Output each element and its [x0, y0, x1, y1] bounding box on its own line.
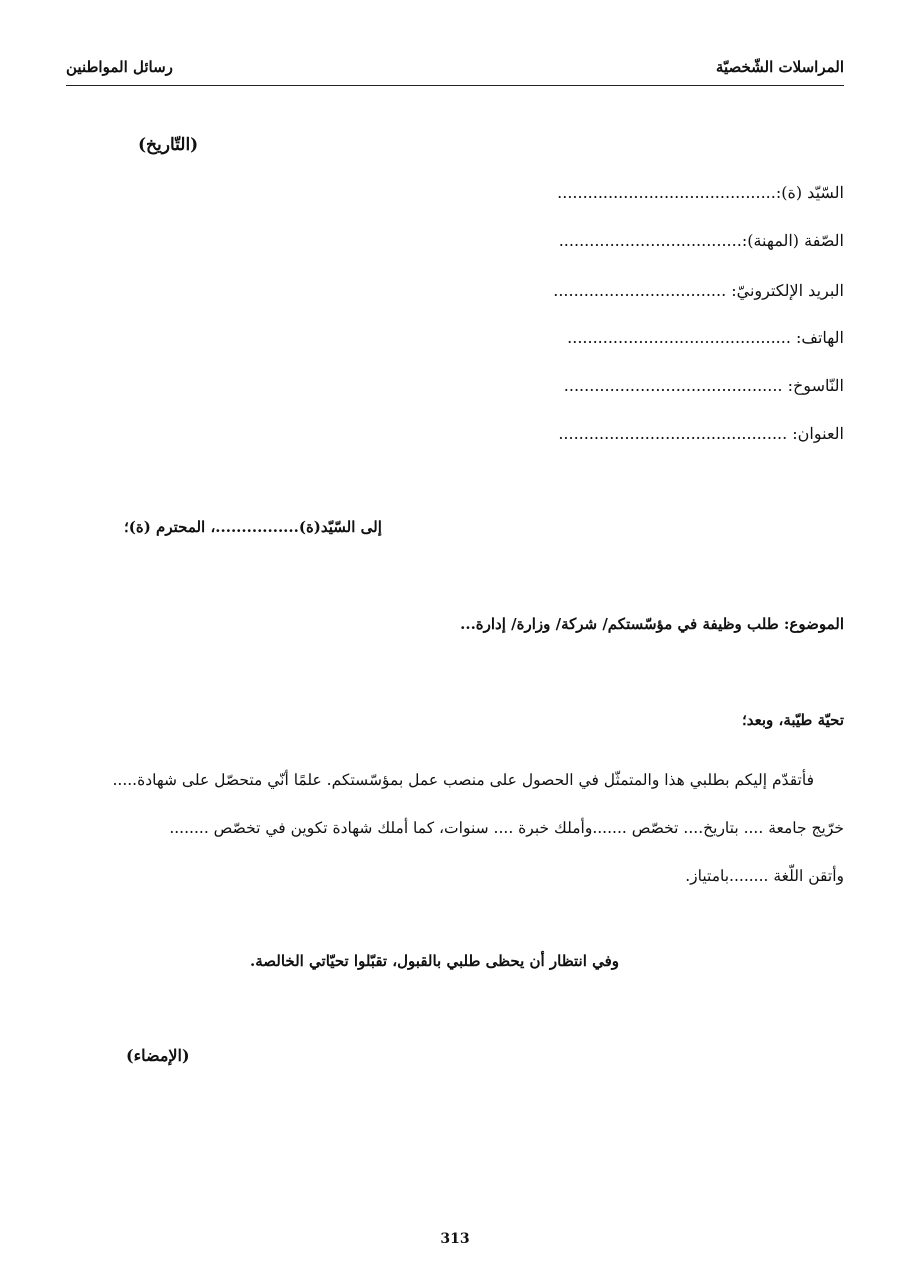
header-chapter-title: رسائل المواطنين: [66, 58, 173, 76]
greeting: تحيّة طيّبة، وبعد؛: [741, 711, 844, 729]
sender-email-field: البريد الإلكترونيّ: ..................................: [553, 281, 844, 300]
signature-placeholder: (الإمضاء): [126, 1046, 190, 1065]
page-number: 313: [440, 1231, 470, 1247]
body-line: فأتقدّم إليكم بطلبي هذا والمتمثّل في الحصول على منصب عمل بمؤسّستكم. علمًا أنّي متحصّل على شهادة.....: [112, 771, 814, 789]
letter-body: [64, 756, 844, 900]
sender-profession-field: الصّفة (المهنة):....................................: [558, 231, 844, 250]
recipient-line: إلى السّيّد(ة)................، المحترم (ة)؛: [124, 518, 382, 536]
sender-phone-field: الهاتف: ............................................: [567, 328, 844, 347]
sender-address-field: العنوان: .............................................: [558, 424, 844, 443]
body-line: وأتقن اللّغة ........بامتياز.: [685, 867, 844, 885]
closing-line: وفي انتظار أن يحظى طلبي بالقبول، تقبّلوا تحيّاتي الخالصة.: [250, 952, 620, 970]
sender-fax-field: النّاسوخ: ...........................................: [563, 376, 844, 395]
sender-name-field: السّيّد (ة):...........................................: [557, 183, 844, 202]
subject-line: الموضوع: طلب وظيفة في مؤسّستكم/ شركة/ وزارة/ إدارة...: [460, 615, 844, 633]
header-divider: [66, 85, 844, 86]
date-placeholder: (التّاريخ): [138, 135, 199, 155]
header-section-title: المراسلات الشّخصيّة: [715, 58, 844, 76]
body-line: خرّيج جامعة .... بتاريخ.... تخصّص .......وأملك خبرة .... سنوات، كما أملك شهادة تكوين في تخصّص ........: [169, 819, 844, 837]
